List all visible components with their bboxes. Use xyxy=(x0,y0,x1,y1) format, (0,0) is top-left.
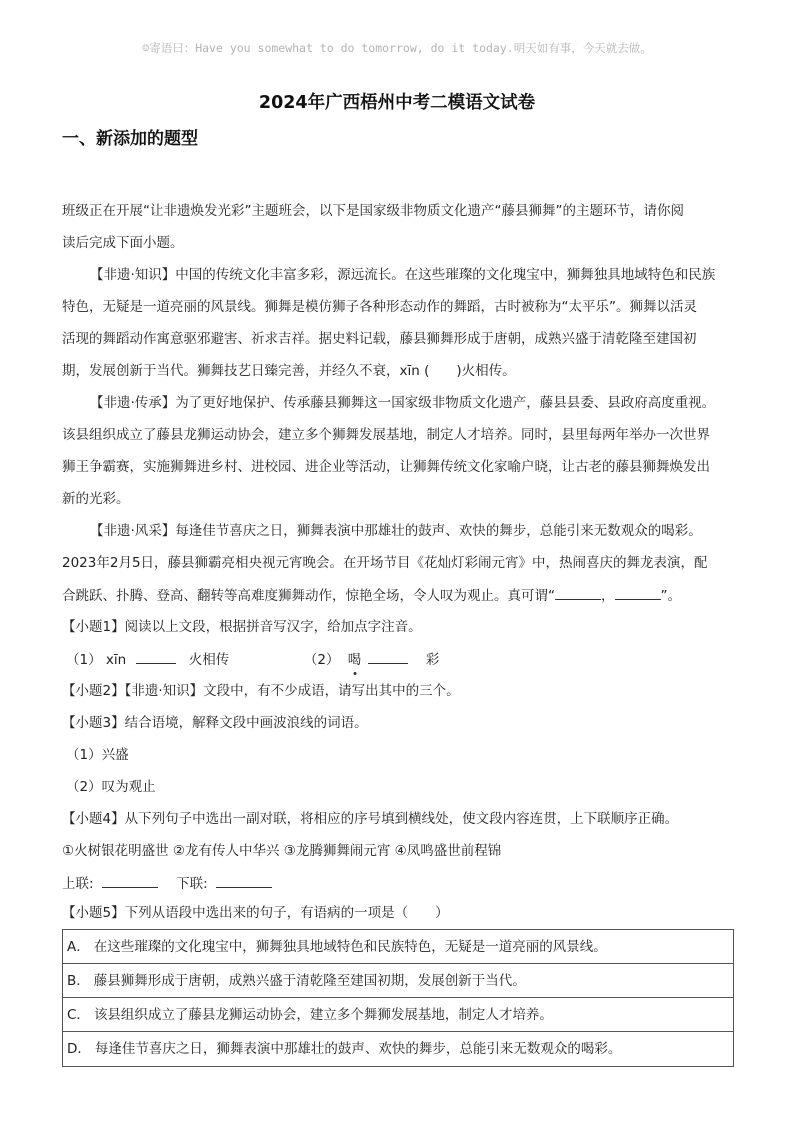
q1-items xyxy=(66,649,439,670)
option-b-text: 藤县狮舞形成于唐朝，成熟兴盛于清乾隆至建国初期，发展创新于当代。 xyxy=(93,973,526,989)
q4-down-blank[interactable] xyxy=(216,873,272,888)
para3-line-1: 【非遗·风采】每逢佳节喜庆之日，狮舞表演中那雄壮的鼓声、欢快的舞步，总能引来无数观众的喝彩。 xyxy=(90,523,702,539)
para3-line-3-text: 合跳跃、扑腾、登高、翻转等高难度狮舞动作，惊艳全场，令人叹为观止。真可谓“ xyxy=(62,588,555,604)
para3-line-3 xyxy=(62,585,681,606)
question-5: 【小题5】下列从语段中选出来的句子，有语病的一项是（ ） xyxy=(62,905,449,921)
option-a-letter: A． xyxy=(67,939,90,955)
q4-up-blank[interactable] xyxy=(102,873,158,888)
question-3: 【小题3】结合语境，解释文段中画波浪线的词语。 xyxy=(62,715,368,731)
q3-item-2: （2）叹为观止 xyxy=(66,779,156,795)
question-2: 【小题2】【非遗·知识】文段中，有不少成语，请写出其中的三个。 xyxy=(62,683,460,699)
option-d-letter: D． xyxy=(67,1041,91,1057)
q5-options-table xyxy=(62,929,734,1067)
q4-down-label: 下联: xyxy=(176,876,208,892)
para1-line-2: 特色，无疑是一道亮丽的风景线。狮舞是模仿狮子各种形态动作的舞蹈，古时被称为“太平乐”。狮舞以活灵 xyxy=(62,299,697,315)
q1-a-blank[interactable] xyxy=(136,649,176,664)
para1-line-4: 期，发展创新于当代。狮舞技艺日臻完善，并经久不衰，xīn ( )火相传。 xyxy=(62,363,516,379)
para2-line-1: 【非遗·传承】为了更好地保护、传承藤县狮舞这一国家级非物质文化遗产，藤县县委、县政府高度重视。 xyxy=(90,395,716,411)
para2-line-3: 狮王争霸赛，实施狮舞进乡村、进校园、进企业等活动，让狮舞传统文化家喻户晓，让古老的藤县狮舞焕发出 xyxy=(62,459,710,475)
question-4: 【小题4】从下列句子中选出一副对联，将相应的序号填到横线处，使文段内容连贯，上下联顺序正确。 xyxy=(62,811,679,827)
q3-item-1: （1）兴盛 xyxy=(66,747,129,763)
q4-up-label: 上联: xyxy=(62,876,94,892)
option-b[interactable] xyxy=(63,964,733,998)
option-c-letter: C． xyxy=(67,1007,90,1023)
para1-line-3: 活现的舞蹈动作寓意驱邪避害、祈求吉祥。据史料记载，藤县狮舞形成于唐朝，成熟兴盛于清乾隆至建国初 xyxy=(62,331,697,347)
couplet-blank-2[interactable] xyxy=(615,585,661,600)
couplet-blank-1[interactable] xyxy=(555,585,601,600)
q1-b-blank[interactable] xyxy=(368,649,408,664)
q4-choices: ①火树银花明盛世 ②龙有传人中华兴 ③龙腾狮舞闹元宵 ④凤鸣盛世前程锦 xyxy=(62,843,502,859)
para1-line-1: 【非遗·知识】中国的传统文化丰富多彩，源远流长。在这些璀璨的文化瑰宝中，狮舞独具地域特色和民族 xyxy=(90,267,716,283)
q1-b-dotted-char: 喝 xyxy=(347,652,362,668)
para3-line-2: 2023年2月5日，藤县狮霸亮相央视元宵晚会。在开场节目《花灿灯彩闹元宵》中，热闹喜庆的舞龙表演，配 xyxy=(62,555,708,571)
q1-b-tail: 彩 xyxy=(425,652,440,668)
para3-end: ”。 xyxy=(660,588,681,604)
q1-a-tail: 火相传 xyxy=(188,652,230,668)
option-c-text: 该县组织成立了藤县龙狮运动协会，建立多个舞狮发展基地，制定人才培养。 xyxy=(93,1007,553,1023)
option-b-letter: B． xyxy=(67,973,90,989)
para2-line-4: 新的光彩。 xyxy=(62,491,130,507)
para2-line-2: 该县组织成立了藤县龙狮运动协会，建立多个狮舞发展基地，制定人才培养。同时，县里每两年举办一次世界 xyxy=(62,427,710,443)
question-1: 【小题1】阅读以上文段，根据拼音写汉字，给加点字注音。 xyxy=(62,619,422,635)
page-title: 2024年广西梧州中考二模语文试卷 xyxy=(258,93,536,113)
intro-line-2: 读后完成下面小题。 xyxy=(62,235,184,251)
q4-answer-row xyxy=(62,873,272,894)
q1-b-label: （2） xyxy=(303,652,340,668)
para3-mid: ， xyxy=(601,588,615,604)
option-a-text: 在这些璀璨的文化瑰宝中，狮舞独具地域特色和民族特色，无疑是一道亮丽的风景线。 xyxy=(93,939,607,955)
option-d-text: 每逢佳节喜庆之日，狮舞表演中那雄壮的鼓声、欢快的舞步，总能引来无数观众的喝彩。 xyxy=(94,1041,622,1057)
motto-header: ☺寄语曰：Have you somewhat to do tomorrow, do it today.明天如有事，今天就去做。 xyxy=(142,41,652,55)
q1-a-label: （1） xīn xyxy=(66,652,127,668)
option-c[interactable] xyxy=(63,998,733,1032)
option-d[interactable] xyxy=(63,1032,733,1066)
section-heading: 一、新添加的题型 xyxy=(62,129,198,149)
intro-line-1: 班级正在开展“让非遗焕发光彩”主题班会，以下是国家级非物质文化遗产“藤县狮舞”的主题环节，请你阅 xyxy=(62,203,684,219)
option-a[interactable] xyxy=(63,930,733,964)
